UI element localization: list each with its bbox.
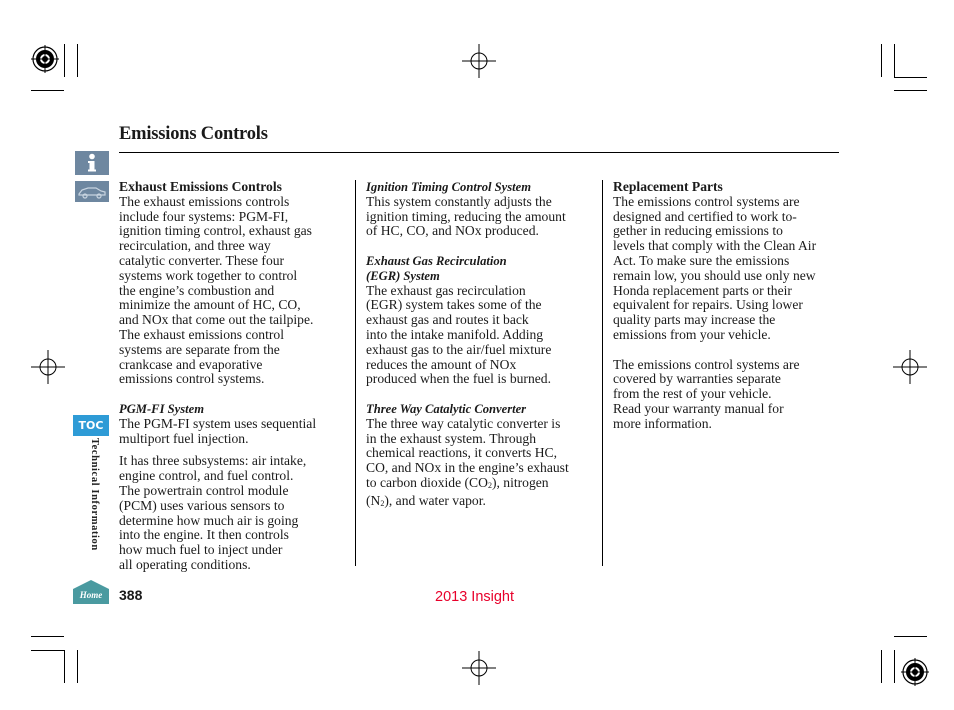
title-rule	[119, 152, 839, 153]
text-line: ignition timing control, exhaust gas	[119, 223, 312, 239]
heading-pgm-fi: PGM-FI System	[119, 401, 205, 416]
home-label: Home	[79, 590, 103, 600]
text-line: The powertrain control module	[119, 482, 289, 498]
info-icon	[85, 153, 99, 173]
text-line: covered by warranties separate	[613, 371, 781, 387]
home-button[interactable]	[73, 580, 109, 604]
text-line: The PGM-FI system uses sequential	[119, 415, 317, 431]
text-line: This system constantly adjusts the	[366, 193, 552, 209]
text-fragment: ), and water vapor.	[384, 492, 486, 508]
heading-replacement-parts: Replacement Parts	[613, 179, 723, 194]
text-line: The exhaust gas recirculation	[366, 282, 526, 298]
text-line: include four systems: PGM-FI,	[119, 208, 289, 224]
text-fragment: (N	[366, 492, 381, 508]
text-line: The emissions control systems are	[613, 356, 800, 372]
text-line: CO, and NOx in the engine’s exhaust	[366, 460, 569, 476]
text-line: recirculation, and three way	[119, 238, 271, 254]
text-line: crankcase and evaporative	[119, 356, 263, 372]
car-icon	[77, 185, 107, 199]
text-line: Read your warranty manual for	[613, 400, 784, 416]
subscript: 2	[380, 498, 385, 508]
heading-egr: Exhaust Gas Recirculation	[366, 253, 507, 268]
text-line: from the rest of your vehicle.	[613, 386, 772, 402]
section-side-label: Technical Information	[89, 438, 100, 551]
text-line: equivalent for repairs. Using lower	[613, 297, 803, 313]
text-line: reduces the amount of NOx	[366, 356, 517, 372]
registration-target-icon	[900, 657, 930, 687]
text-line: (PCM) uses various sensors to	[119, 497, 285, 513]
page-number: 388	[119, 587, 143, 603]
text-line: emissions control systems.	[119, 371, 265, 387]
text-line	[366, 476, 596, 494]
text-line: remain low, you should use only new	[613, 267, 816, 283]
text-line: exhaust gas to the air/fuel mixture	[366, 341, 552, 357]
heading-ignition-timing: Ignition Timing Control System	[366, 180, 532, 194]
crosshair-icon	[31, 350, 65, 384]
text-line: in the exhaust system. Through	[366, 430, 537, 446]
column-replacement-parts	[613, 180, 843, 432]
text-line: gether in reducing emissions to	[613, 223, 783, 239]
crosshair-icon	[462, 651, 496, 685]
text-line: chemical reactions, it converts HC,	[366, 445, 558, 461]
text-line: (EGR) system takes some of the	[366, 297, 542, 313]
text-fragment: ), nitrogen	[491, 474, 549, 490]
text-line: all operating conditions.	[119, 556, 251, 572]
text-line: systems work together to control	[119, 267, 298, 283]
text-line: of HC, CO, and NOx produced.	[366, 223, 539, 239]
text-line: into the intake manifold. Adding	[366, 326, 544, 342]
text-line: more information.	[613, 415, 712, 431]
text-line	[366, 494, 596, 512]
text-fragment: to carbon dioxide (CO	[366, 474, 488, 490]
page-title: Emissions Controls	[119, 124, 268, 144]
column-ignition-egr-catalytic	[366, 180, 596, 512]
text-line: emissions from your vehicle.	[613, 326, 771, 342]
text-line: multiport fuel injection.	[119, 430, 249, 446]
text-line: engine control, and fuel control.	[119, 468, 294, 484]
footer-title: 2013 Insight	[435, 589, 515, 605]
text-line: systems are separate from the	[119, 341, 280, 357]
heading-catalytic-converter: Three Way Catalytic Converter	[366, 401, 527, 416]
text-line: the engine’s combustion and	[119, 282, 275, 298]
text-line: how much fuel to inject under	[119, 542, 283, 558]
crosshair-icon	[893, 350, 927, 384]
text-line: The emissions control systems are	[613, 193, 800, 209]
column-divider	[602, 180, 603, 566]
text-line: determine how much air is going	[119, 512, 299, 528]
text-line: exhaust gas and routes it back	[366, 312, 529, 328]
text-line: The three way catalytic converter is	[366, 415, 561, 431]
text-line: The exhaust emissions controls	[119, 193, 290, 209]
text-line: and NOx that come out the tailpipe.	[119, 312, 314, 328]
crosshair-icon	[462, 44, 496, 78]
toc-button[interactable]: TOC	[73, 415, 109, 436]
text-line: ignition timing, reducing the amount	[366, 208, 566, 224]
text-line: The exhaust emissions control	[119, 326, 284, 342]
text-line: produced when the fuel is burned.	[366, 371, 551, 387]
text-line: It has three subsystems: air intake,	[119, 453, 307, 469]
car-section-button[interactable]	[75, 181, 109, 202]
text-line: Honda replacement parts or their	[613, 282, 792, 298]
text-line: designed and certified to work to-	[613, 208, 797, 224]
text-line: catalytic converter. These four	[119, 252, 285, 268]
registration-target-icon	[30, 44, 60, 74]
info-button[interactable]	[75, 151, 109, 175]
text-line: Act. To make sure the emissions	[613, 252, 790, 268]
column-divider	[355, 180, 356, 566]
text-line: minimize the amount of HC, CO,	[119, 297, 301, 313]
heading-egr-cont: (EGR) System	[366, 268, 440, 283]
text-line: into the engine. It then controls	[119, 527, 289, 543]
subscript: 2	[487, 480, 492, 490]
column-exhaust-emissions	[119, 180, 345, 573]
heading-exhaust-emissions: Exhaust Emissions Controls	[119, 179, 282, 194]
text-line: quality parts may increase the	[613, 312, 776, 328]
home-icon	[73, 580, 109, 604]
text-line: levels that comply with the Clean Air	[613, 238, 817, 254]
